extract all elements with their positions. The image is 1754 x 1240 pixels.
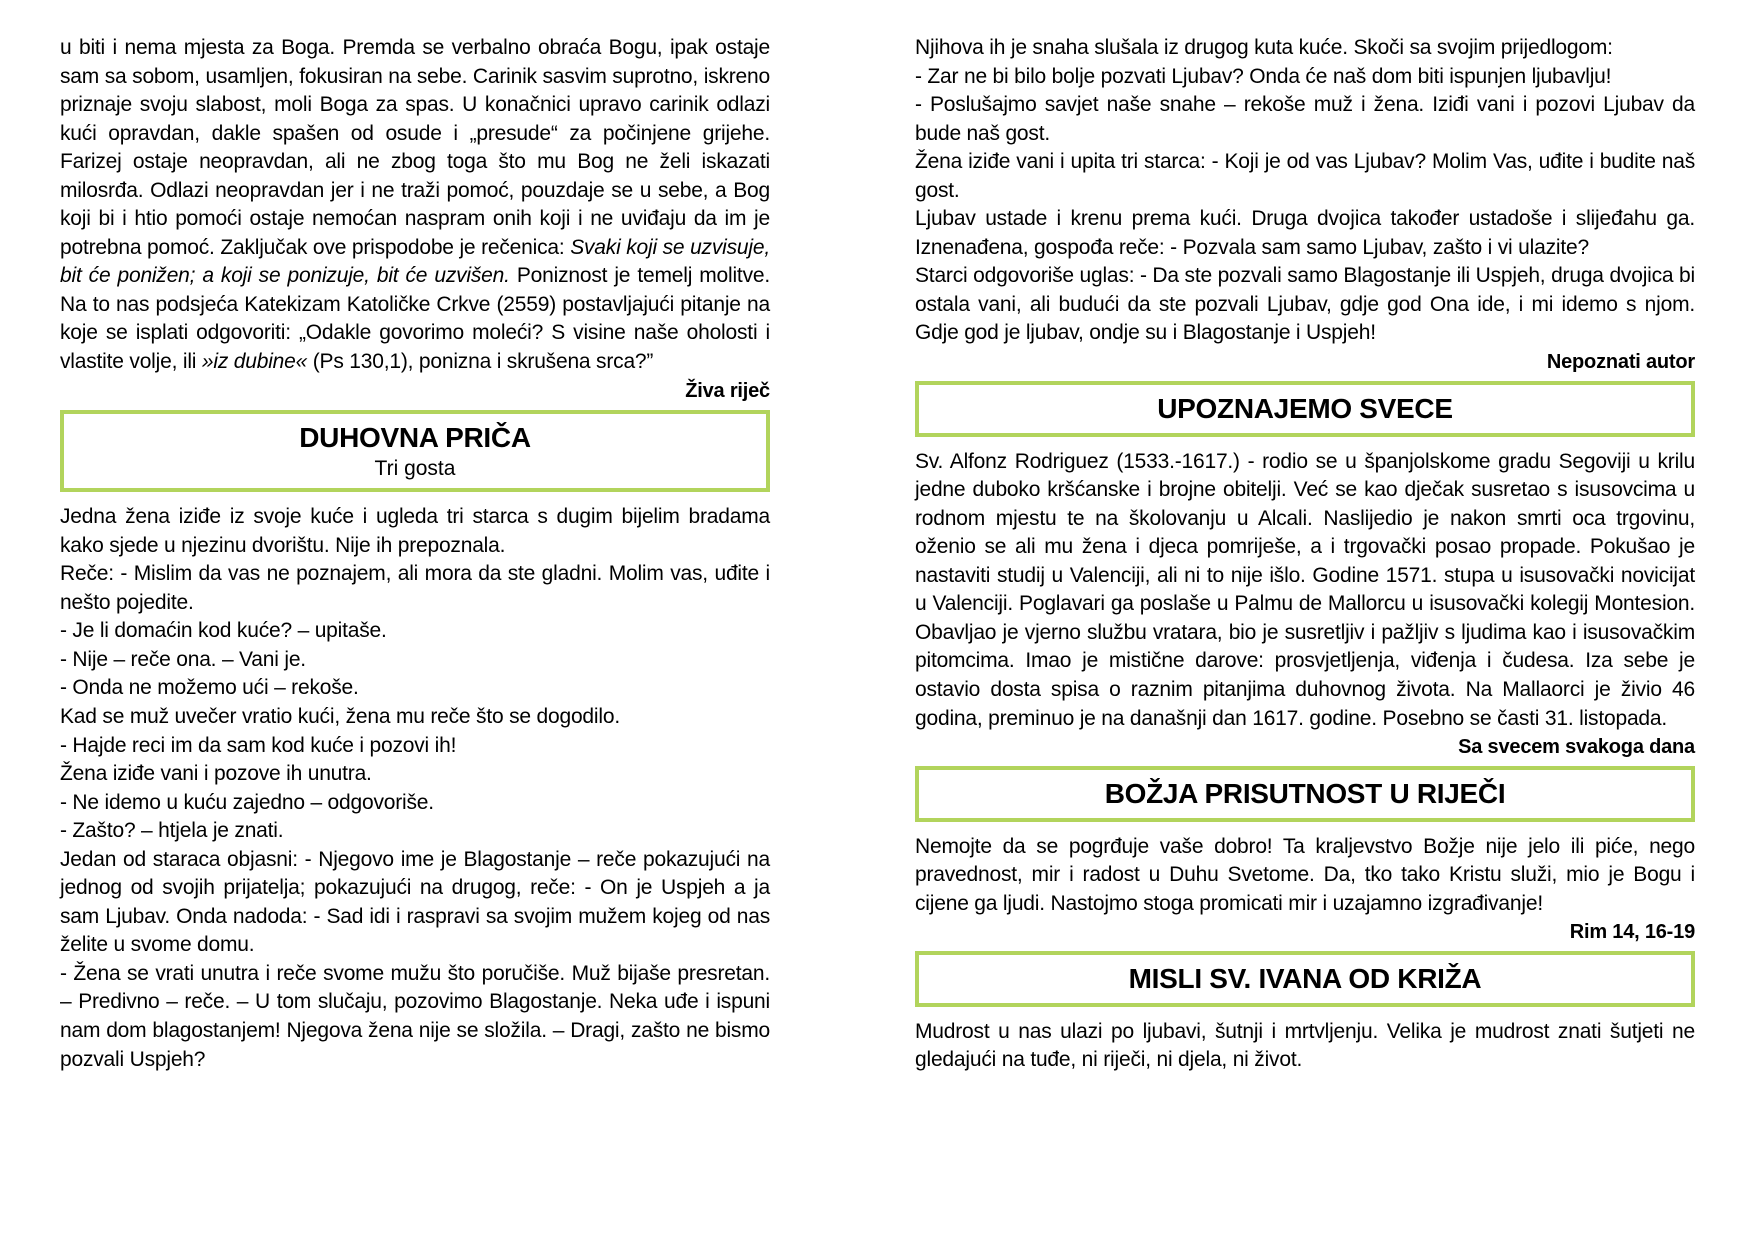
story-paragraph: - Poslušajmo savjet naše snahe – rekoše muž i žena. Iziđi vani i pozovi Ljubav da bude naš gost. (915, 93, 1695, 145)
story-paragraph: - Zar ne bi bilo bolje pozvati Ljubav? Onda će naš dom biti ispunjen ljubavlju! (915, 64, 1612, 88)
section-subtitle-tri-gosta: Tri gosta (374, 457, 456, 481)
story-paragraph: Žena iziđe vani i upita tri starca: - Koji je od vas Ljubav? Molim Vas, uđite i budite naš gost. (915, 150, 1695, 202)
left-column (60, 34, 770, 1240)
story-paragraph: Reče: - Mislim da vas ne poznajem, ali mora da ste gladni. Molim vas, uđite i nešto pojedite. (60, 562, 770, 614)
intro-text-1: u biti i nema mjesta za Boga. Premda se verbalno obraća Bogu, ipak ostaje sam sa sobom, usamljen, fokusiran na sebe. Carinik sasvim suprotno, iskreno priznaje svoju slabost, moli Boga za spas. U konačnici upravo carinik odlazi kući opravdan, dakle spašen od osude i „presude“ za počinjene grijehe. Farizej ostaje neopravdan, ali ne zbog toga što mu Bog ne želi iskazati milosrđa. Odlazi neopravdan jer i ne traži pomoć, pouzdaje se u sebe, a Bog koji bi i htio pomoći ostaje nemoćan naspram onih koji i ne uviđaju da im je potrebna pomoć. Zaključak ove prispodobe je rečenica: (60, 36, 770, 259)
story-paragraph: Starci odgovoriše uglas: - Da ste pozvali samo Blagostanje ili Uspjeh, druga dvojica bi ostala vani, ali budući da ste pozvali Ljubav, gdje god Ona ide, i mi idemo s njom. Gdje god je ljubav, ondje su i Blagostanje i Uspjeh! (915, 264, 1695, 345)
story-paragraph: - Onda ne možemo ući – rekoše. (60, 676, 359, 700)
right-column (915, 34, 1695, 1240)
story-text-right (915, 34, 1695, 348)
thoughts-paragraph: Mudrost u nas ulazi po ljubavi, šutnji i mrtvljenju. Velika je mudrost znati šutjeti ne gledajući na tuđe, ni riječi, ni djela, ni život. (915, 1019, 1695, 1072)
attribution-sa-svecem: Sa svecem svakoga dana (1458, 736, 1695, 759)
section-title-duhovna-prica: DUHOVNA PRIČA (299, 421, 531, 453)
intro-text-3: (Ps 130,1), ponizna i skrušena srca?” (307, 350, 654, 374)
section-box-upoznajemo-svece (915, 381, 1695, 437)
saint-paragraph: Sv. Alfonz Rodriguez (1533.-1617.) - rodio se u španjolskome gradu Segoviji u krilu jedne duboko kršćanske i brojne obitelji. Već se kao dječak susretao s isusovcima u rodnom mjestu te na školovanju u Alcali. Naslijedio je nakon smrti oca trgovinu, oženio se ali mu žena i djeca pomriješe, a i trgovački posao propade. Pokušao je nastaviti studij u Valenciji, ali ni to nije išlo. Godine 1571. stupa u isusovački novicijat u Valenciji. Poglavari ga poslaše u Palmu de Mallorcu u isusovački kolegij Montesion. Obavljao je vjerno službu vratara, bio je susretljiv i pažljiv s ljudima kao i isusovačkim pitomcima. Imao je mistične darove: prosvjetljenja, viđenja i čudesa. Iza sebe je ostavio dosta spisa o raznim pitanjima duhovnog života. Na Mallaorci je živio 46 godina, preminuo je na današnji dan 1617. godine. Posebno se časti 31. listopada. (915, 449, 1695, 730)
attribution-rim: Rim 14, 16-19 (1569, 921, 1695, 944)
section-box-misli-sv-ivana (915, 951, 1695, 1007)
story-paragraph: - Žena se vrati unutra i reče svome mužu što poručiše. Muž bijaše presretan. – Predivno – reče. – U tom slučaju, pozovimo Blagostanje. Neka uđe i ispuni nam dom blagostanjem! Njegova žena nije se složila. – Dragi, zašto ne bismo pozvali Uspjeh? (60, 961, 770, 1071)
story-paragraph: Kad se muž uvečer vratio kući, žena mu reče što se dogodilo. (60, 704, 620, 728)
story-paragraph: - Hajde reci im da sam kod kuće i pozovi ih! (60, 733, 457, 757)
story-text-left (60, 503, 770, 1074)
story-paragraph: Ljubav ustade i krenu prema kući. Druga dvojica također ustadoše i slijeđahu ga. Iznenađena, gospođa reče: - Pozvala sam samo Ljubav, zašto i vi ulazite? (915, 207, 1695, 259)
story-paragraph: Jedan od staraca objasni: - Njegovo ime je Blagostanje – reče pokazujući na jednog od svojih prijatelja; pokazujući na drugog, reče: - On je Uspjeh a ja sam Ljubav. Onda nadoda: - Sad idi i raspravi sa svojim mužem kojeg od nas želite u svome domu. (60, 847, 770, 957)
story-paragraph: Jedna žena iziđe iz svoje kuće i ugleda tri starca s dugim bijelim bradama kako sjede u njezinu dvorištu. Nije ih prepoznala. (60, 505, 770, 557)
attribution-ziva-rijec: Živa riječ (685, 379, 770, 402)
section-title-bozja-prisutnost: BOŽJA PRISUTNOST U RIJEČI (1104, 778, 1506, 810)
intro-paragraph (60, 34, 770, 377)
section-title-upoznajemo-svece: UPOZNAJEMO SVECE (1157, 393, 1453, 425)
section-box-duhovna-prica (60, 410, 770, 493)
intro-text-2: Poniznost je temelj molitve. Na to nas podsjeća Katekizam Katoličke Crkve (2559) postavljajući pitanje na koje se isplati odgovoriti: „Odakle govorimo moleći? S visine naše oholosti i vlastite volje, ili (60, 264, 770, 374)
story-paragraph: - Zašto? – htjela je znati. (60, 819, 284, 843)
story-paragraph: - Je li domaćin kod kuće? – upitaše. (60, 619, 387, 643)
story-paragraph: - Ne idemo u kuću zajedno – odgovoriše. (60, 790, 434, 814)
attribution-nepoznati-autor: Nepoznati autor (1546, 351, 1695, 374)
intro-psalm-italic: »iz dubine« (201, 350, 308, 374)
story-paragraph: - Nije – reče ona. – Vani je. (60, 647, 306, 671)
story-paragraph: Njihova ih je snaha slušala iz drugog kuta kuće. Skoči sa svojim prijedlogom: (915, 36, 1613, 59)
story-paragraph: Žena iziđe vani i pozove ih unutra. (60, 762, 372, 786)
section-box-bozja-prisutnost (915, 766, 1695, 822)
section-title-misli-sv-ivana: MISLI SV. IVANA OD KRIŽA (1128, 963, 1482, 995)
word-paragraph: Nemojte da se pogrđuje vaše dobro! Ta kraljevstvo Božje nije jelo ili piće, nego pravednost, mir i radost u Duhu Svetome. Da, tko tako Kristu služi, mio je Bogu i cijene ga ljudi. Nastojmo stoga promicati mir i uzajamno izgrađivanje! (915, 834, 1695, 915)
intro-quote-italic: Svaki koji se uzvisuje, bit će ponižen; a koji se ponizuje, bit će uzvišen. (60, 235, 770, 288)
